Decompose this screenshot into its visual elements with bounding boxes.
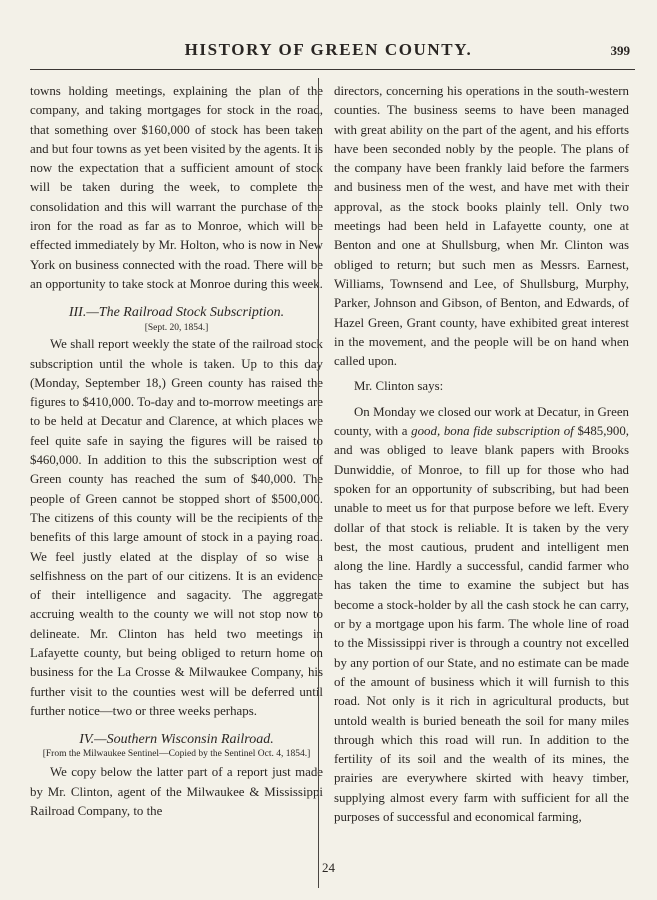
page-number: 399 bbox=[610, 43, 630, 58]
source-note: [From the Milwaukee Sentinel—Copied by the Sentinel Oct. 4, 1854.] bbox=[42, 749, 311, 760]
section-heading: III.—The Railroad Stock Subscription. bbox=[68, 305, 285, 321]
paragraph: towns holding meetings, explaining the plan of the company, and taking mortgages for stock in the road, that something over $160,000 of stock has been taken and but four towns as yet been visited by the agents. It is now the expectation that a sufficient amount of stock will be taken during the week, to complete the consolidation and this will warrant the purchase of the iron for the road as far as to Monroe, which will be effected immediately by Mr. Holton, who is now in New York on business connected with the road. There will be an opportunity to take stock at Monroe during this week. bbox=[30, 84, 323, 291]
column-divider bbox=[318, 78, 319, 888]
text-span: On Monday we closed our work at Decatur, in Green county, with a bbox=[334, 404, 629, 439]
section-date: [Sept. 20, 1854.] bbox=[144, 323, 209, 334]
text-span: $485,900, and was obliged to leave blank papers with Brooks Dunwiddie, of Monroe, to fill up for those who had spoken for an opportunity of subscribing, but had been unable to meet us for that purpose before we left. Every dollar of that stock is reliable. It is taken by the very best, the most cautious, prudent and intelligent men along the line. Hardly a successful, candid farmer who has taken the time to examine the subject but has become a stock-holder by all the cash stock he can carry, or by a mortgage upon his farm. The whole line of road to the Mississippi river is through a country not excelled by any portion of our State, and no estimate can be made of the amount of business which it will furnish to this road. Not only is it rich in agricultural products, but untold wealth is buried beneath the soil for many miles through which this road will run. In addition to the fertility of its soil and the wealth of its mines, the prairies are everywhere skirted with heavy timber, supplying almost every farm with sufficient for all the purposes of successful and economical farming, bbox=[334, 424, 630, 824]
running-title: HISTORY OF GREEN COUNTY. bbox=[184, 40, 473, 59]
paragraph: Mr. Clinton says: bbox=[354, 379, 444, 394]
header-rule bbox=[30, 69, 635, 70]
page-header bbox=[0, 40, 657, 64]
section-heading: IV.—Southern Wisconsin Railroad. bbox=[79, 732, 274, 748]
right-column bbox=[334, 82, 629, 827]
paragraph: directors, concerning his operations in the south-western counties. The business seems to have been managed with great ability on the part of the agent, and his efforts have been seconded nobly by the people. The plans of the company have been frankly laid before the farmers and business men of the west, and have met with their approval, as the stock books plainly tell. Only two meetings had been held in Lafayette county, one at Benton and one at Shullsburg, when Mr. Clinton was obliged to return; but such men as Messrs. Earnest, Williams, Townsend and Lee, of Shullsburg, Murphy, Parker, Johnson and Gibson, of Benton, and Edwards, of Hazel Green, Grant county, have exhibited great interest in the movement, and the people will be on hand when called upon. bbox=[334, 84, 629, 369]
left-column bbox=[30, 82, 323, 821]
paragraph: We copy below the latter part of a report just made by Mr. Clinton, agent of the Milwaukee & Mississippi Railroad Company, to the bbox=[30, 765, 323, 818]
paragraph: We shall report weekly the state of the railroad stock subscription until the whole is taken. Up to this day (Monday, September 18,) Green county has raised the figures to $410,000. To-day and to-morrow meetings are to be held at Decatur and Clarence, at which places we feel quite safe in saying the figures will be raised to $460,000. In addition to this the subscription west of Green county has reached the sum of $40,000. The people of Green cannot be stopped short of $500,000. The citizens of this county will be the recipients of the benefits of this large amount of stock in a paying road. We feel justly elated at the display of so wise a selfishness on the part of our citizens. It is an evidence of their intelligence and sagacity. The aggregate accruing wealth to the county we will not stop now to delineate. Mr. Clinton has held two meetings in Lafayette county, but being obliged to return home on business for the La Crosse & Milwaukee Company, his further visit to the counties west will be deferred until further notice—two or three weeks perhaps. bbox=[30, 337, 323, 718]
signature-mark: 24 bbox=[322, 860, 335, 875]
italic-span: good, bona fide subscription of bbox=[411, 424, 574, 439]
paragraph bbox=[334, 403, 629, 828]
